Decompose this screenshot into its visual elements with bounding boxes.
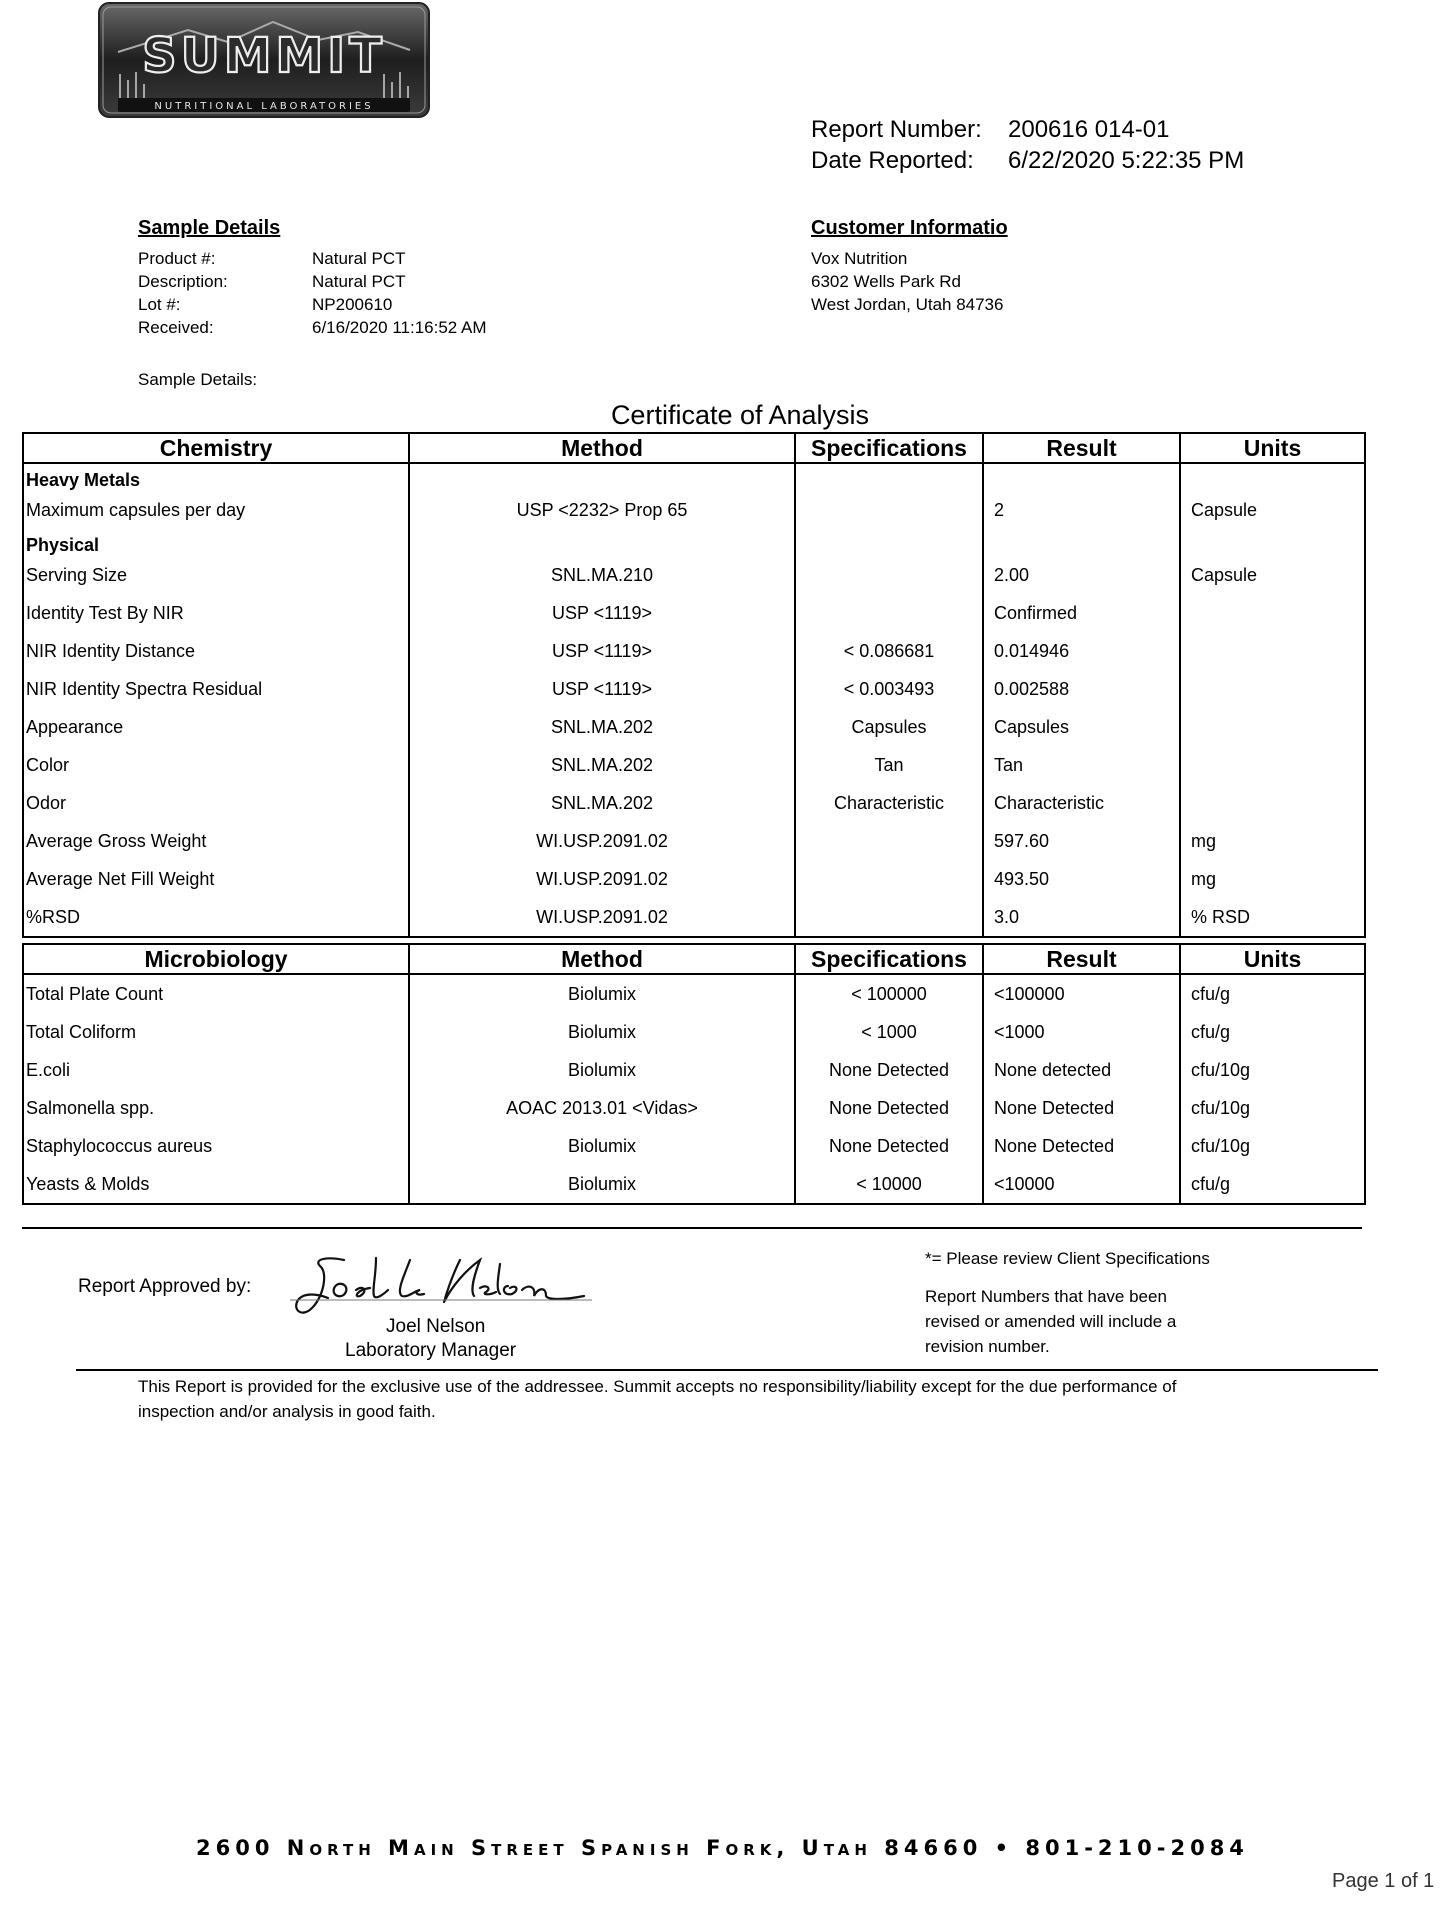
test-result: 597.60 (983, 822, 1180, 860)
test-units: mg (1180, 860, 1365, 898)
test-units: cfu/g (1180, 1013, 1365, 1051)
test-units: cfu/10g (1180, 1051, 1365, 1089)
header-specifications: Specifications (795, 944, 983, 974)
table-row (23, 1089, 1365, 1127)
revision-note (925, 1284, 1176, 1359)
test-method: SNL.MA.202 (409, 708, 795, 746)
test-result: <100000 (983, 974, 1180, 1013)
disclaimer-line: inspection and/or analysis in good faith. (138, 1402, 436, 1421)
test-method: Biolumix (409, 1013, 795, 1051)
test-result: Characteristic (983, 784, 1180, 822)
sample-details-labels (138, 247, 228, 339)
report-number-label: Report Number: (811, 116, 982, 143)
table-row (23, 860, 1365, 898)
test-spec: None Detected (795, 1089, 983, 1127)
header-units: Units (1180, 433, 1365, 463)
lot-label: Lot #: (138, 295, 181, 314)
test-units: Capsule (1180, 491, 1365, 529)
table-row (23, 556, 1365, 594)
test-spec (795, 491, 983, 529)
test-method: WI.USP.2091.02 (409, 898, 795, 937)
test-result: <1000 (983, 1013, 1180, 1051)
test-result: 0.002588 (983, 670, 1180, 708)
test-result: Capsules (983, 708, 1180, 746)
table-row (23, 632, 1365, 670)
table-row (23, 1165, 1365, 1204)
header-units: Units (1180, 944, 1365, 974)
test-result: 3.0 (983, 898, 1180, 937)
customer-street: 6302 Wells Park Rd (811, 272, 961, 291)
test-spec: < 10000 (795, 1165, 983, 1204)
test-name: Total Plate Count (23, 974, 409, 1013)
test-method: SNL.MA.202 (409, 784, 795, 822)
test-spec: < 100000 (795, 974, 983, 1013)
table-row (23, 708, 1365, 746)
test-result: 493.50 (983, 860, 1180, 898)
table-row (23, 670, 1365, 708)
test-spec: < 0.003493 (795, 670, 983, 708)
test-units: Capsule (1180, 556, 1365, 594)
test-units: cfu/g (1180, 1165, 1365, 1204)
table-row (23, 594, 1365, 632)
header-chemistry: Chemistry (23, 433, 409, 463)
chemistry-table (22, 432, 1366, 938)
header-method: Method (409, 944, 795, 974)
received-value: 6/16/2020 11:16:52 AM (312, 318, 487, 337)
table-row (23, 822, 1365, 860)
test-name: Total Coliform (23, 1013, 409, 1051)
header-specifications: Specifications (795, 433, 983, 463)
test-spec (795, 898, 983, 937)
test-result: Confirmed (983, 594, 1180, 632)
microbiology-table (22, 943, 1366, 1205)
test-method: SNL.MA.202 (409, 746, 795, 784)
test-name: Yeasts & Molds (23, 1165, 409, 1204)
sample-details-values (312, 247, 487, 339)
test-result: 2 (983, 491, 1180, 529)
table-row (23, 1127, 1365, 1165)
coa-title: Certificate of Analysis (610, 400, 870, 430)
test-name: Appearance (23, 708, 409, 746)
description-label: Description: (138, 272, 228, 291)
sample-details-title: Sample Details (138, 217, 281, 239)
test-spec: < 1000 (795, 1013, 983, 1051)
test-units: cfu/10g (1180, 1127, 1365, 1165)
section-divider (22, 1227, 1362, 1229)
test-method: WI.USP.2091.02 (409, 860, 795, 898)
test-spec (795, 556, 983, 594)
table-row (23, 491, 1365, 529)
header-microbiology: Microbiology (23, 944, 409, 974)
disclaimer-divider (76, 1369, 1378, 1371)
test-spec: Tan (795, 746, 983, 784)
approved-by-label: Report Approved by: (78, 1276, 252, 1297)
test-name: %RSD (23, 898, 409, 937)
group-label: Heavy Metals (23, 463, 409, 491)
header-result: Result (983, 433, 1180, 463)
test-name: Salmonella spp. (23, 1089, 409, 1127)
test-result: <10000 (983, 1165, 1180, 1204)
test-method: Biolumix (409, 1127, 795, 1165)
test-units: mg (1180, 822, 1365, 860)
approver-title: Laboratory Manager (345, 1340, 517, 1361)
test-method: USP <1119> (409, 670, 795, 708)
test-units (1180, 784, 1365, 822)
test-spec (795, 822, 983, 860)
report-number: 200616 014-01 (1008, 116, 1170, 143)
test-result: None detected (983, 1051, 1180, 1089)
test-name: Odor (23, 784, 409, 822)
lab-address: 2600 North Main Street Spanish Fork, Utah 84660 • 801-210-2084 (196, 1836, 1249, 1860)
received-label: Received: (138, 318, 214, 337)
test-units (1180, 670, 1365, 708)
test-name: Serving Size (23, 556, 409, 594)
product-value: Natural PCT (312, 249, 406, 268)
disclaimer (138, 1374, 1338, 1424)
test-units: cfu/g (1180, 974, 1365, 1013)
test-result: None Detected (983, 1127, 1180, 1165)
customer-name: Vox Nutrition (811, 249, 908, 268)
test-spec: None Detected (795, 1051, 983, 1089)
test-name: NIR Identity Distance (23, 632, 409, 670)
test-units (1180, 746, 1365, 784)
header-method: Method (409, 433, 795, 463)
table-row (23, 784, 1365, 822)
product-label: Product #: (138, 249, 216, 268)
test-spec: None Detected (795, 1127, 983, 1165)
test-spec: < 0.086681 (795, 632, 983, 670)
header-result: Result (983, 944, 1180, 974)
test-result: None Detected (983, 1089, 1180, 1127)
table-row (23, 746, 1365, 784)
date-reported-label: Date Reported: (811, 147, 974, 174)
table-row (23, 1013, 1365, 1051)
customer-city: West Jordan, Utah 84736 (811, 295, 1004, 314)
test-result: Tan (983, 746, 1180, 784)
table-row (23, 1051, 1365, 1089)
table-row (23, 898, 1365, 937)
microbiology-header-row (23, 944, 1365, 974)
group-row-heavy-metals (23, 463, 1365, 491)
test-spec (795, 860, 983, 898)
test-units: % RSD (1180, 898, 1365, 937)
test-name: Average Net Fill Weight (23, 860, 409, 898)
test-units (1180, 594, 1365, 632)
page-number: Page 1 of 1 (1332, 1870, 1435, 1892)
lot-value: NP200610 (312, 295, 393, 314)
revision-note-line: Report Numbers that have been (925, 1287, 1167, 1306)
test-name: Maximum capsules per day (23, 491, 409, 529)
test-method: SNL.MA.210 (409, 556, 795, 594)
test-method: USP <1119> (409, 594, 795, 632)
test-spec (795, 594, 983, 632)
chemistry-header-row (23, 433, 1365, 463)
test-name: E.coli (23, 1051, 409, 1089)
customer-info (811, 247, 1003, 316)
logo-tagline: NUTRITIONAL LABORATORIES (154, 101, 374, 112)
test-name: Color (23, 746, 409, 784)
test-name: Average Gross Weight (23, 822, 409, 860)
test-result: 0.014946 (983, 632, 1180, 670)
test-method: WI.USP.2091.02 (409, 822, 795, 860)
test-method: Biolumix (409, 1165, 795, 1204)
test-method: AOAC 2013.01 <Vidas> (409, 1089, 795, 1127)
test-units: cfu/10g (1180, 1089, 1365, 1127)
test-spec: Characteristic (795, 784, 983, 822)
revision-note-line: revision number. (925, 1337, 1050, 1356)
test-method: Biolumix (409, 974, 795, 1013)
test-name: Staphylococcus aureus (23, 1127, 409, 1165)
client-spec-note: *= Please review Client Specifications (925, 1249, 1210, 1268)
group-label: Physical (23, 529, 409, 556)
sample-notes-label: Sample Details: (138, 370, 258, 389)
disclaimer-line: This Report is provided for the exclusive use of the addressee. Summit accepts no responsibility/liability except for the due performance of (138, 1377, 1177, 1396)
description-value: Natural PCT (312, 272, 406, 291)
group-row-physical (23, 529, 1365, 556)
test-method: Biolumix (409, 1051, 795, 1089)
test-units (1180, 632, 1365, 670)
summit-logo (98, 2, 430, 118)
approver-name: Joel Nelson (386, 1316, 486, 1337)
test-name: Identity Test By NIR (23, 594, 409, 632)
logo-wordmark: SUMMIT (142, 28, 386, 84)
test-spec: Capsules (795, 708, 983, 746)
table-row (23, 974, 1365, 1013)
customer-info-title: Customer Informatio (811, 217, 1008, 239)
test-units (1180, 708, 1365, 746)
test-result: 2.00 (983, 556, 1180, 594)
test-method: USP <1119> (409, 632, 795, 670)
revision-note-line: revised or amended will include a (925, 1312, 1177, 1331)
date-reported: 6/22/2020 5:22:35 PM (1008, 147, 1245, 174)
test-method: USP <2232> Prop 65 (409, 491, 795, 529)
test-name: NIR Identity Spectra Residual (23, 670, 409, 708)
